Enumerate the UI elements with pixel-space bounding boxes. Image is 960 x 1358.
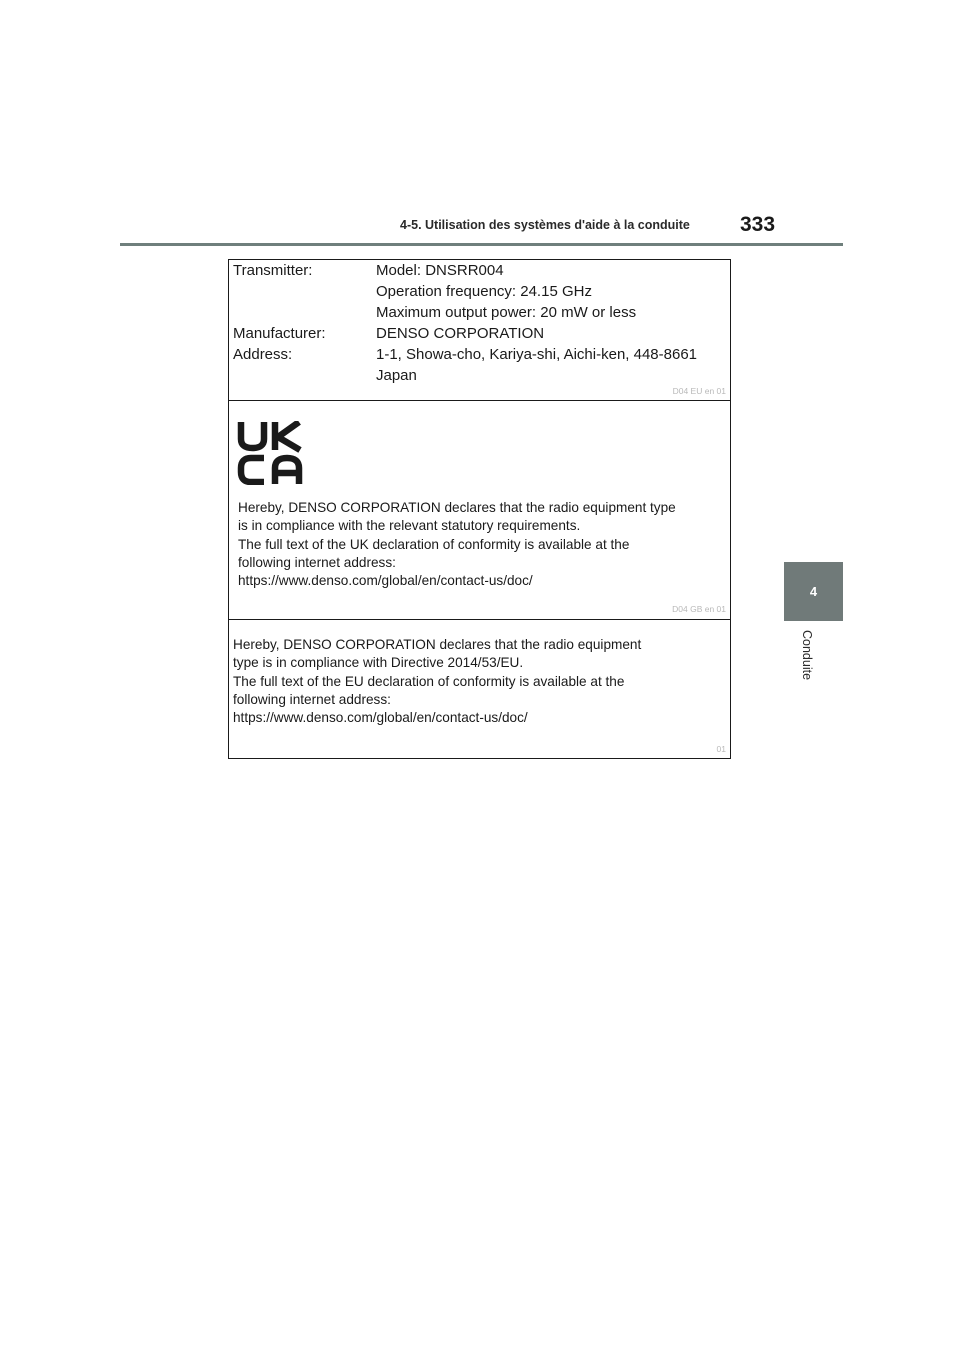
section-title: 4-5. Utilisation des systèmes d'aide à la conduite <box>400 218 690 232</box>
chapter-label: Conduite <box>800 630 814 681</box>
declaration-line: The full text of the UK declaration of conformity is available at the <box>238 536 630 552</box>
declaration-line: is in compliance with the relevant statutory requirements. <box>238 518 581 534</box>
document-code: D04 GB en 01 <box>672 604 726 614</box>
regulatory-info-box <box>228 259 731 759</box>
declaration-line: following internet address: <box>233 691 391 707</box>
spec-value: Model: DNSRR004 <box>376 262 504 279</box>
document-code: 01 <box>716 744 726 754</box>
uk-declaration-section <box>229 401 730 620</box>
page-number: 333 <box>740 213 776 236</box>
spec-value: 1-1, Showa-cho, Kariya-shi, Aichi-ken, 448-8661 <box>376 346 698 363</box>
declaration-line: type is in compliance with Directive 2014/53/EU. <box>233 655 524 671</box>
declaration-line: Hereby, DENSO CORPORATION declares that the radio equipment type <box>238 500 676 515</box>
spec-label: Address: <box>233 346 293 363</box>
spec-value: Operation frequency: 24.15 GHz <box>376 283 592 300</box>
spec-value: Maximum output power: 20 mW or less <box>376 304 637 321</box>
uk-declaration-url[interactable]: https://www.denso.com/global/en/contact-us/doc/ <box>238 573 533 589</box>
declaration-line: following internet address: <box>238 554 396 570</box>
declaration-line: Hereby, DENSO CORPORATION declares that the radio equipment <box>233 637 642 652</box>
header-divider <box>120 243 843 246</box>
chapter-tab[interactable] <box>784 562 843 621</box>
eu-declaration-text <box>233 636 641 727</box>
eu-declaration-section <box>229 620 730 758</box>
chapter-number: 4 <box>809 584 818 599</box>
spec-label: Transmitter: <box>233 262 313 279</box>
ukca-mark-icon <box>237 421 303 485</box>
document-code: D04 EU en 01 <box>672 386 726 396</box>
spec-value: Japan <box>376 367 417 384</box>
spec-value: DENSO CORPORATION <box>376 325 545 342</box>
eu-declaration-url[interactable]: https://www.denso.com/global/en/contact-us/doc/ <box>233 710 528 726</box>
spec-label: Manufacturer: <box>233 325 326 342</box>
transmitter-spec-section <box>229 260 730 401</box>
uk-declaration-text <box>238 499 676 590</box>
declaration-line: The full text of the EU declaration of conformity is available at the <box>233 673 625 689</box>
